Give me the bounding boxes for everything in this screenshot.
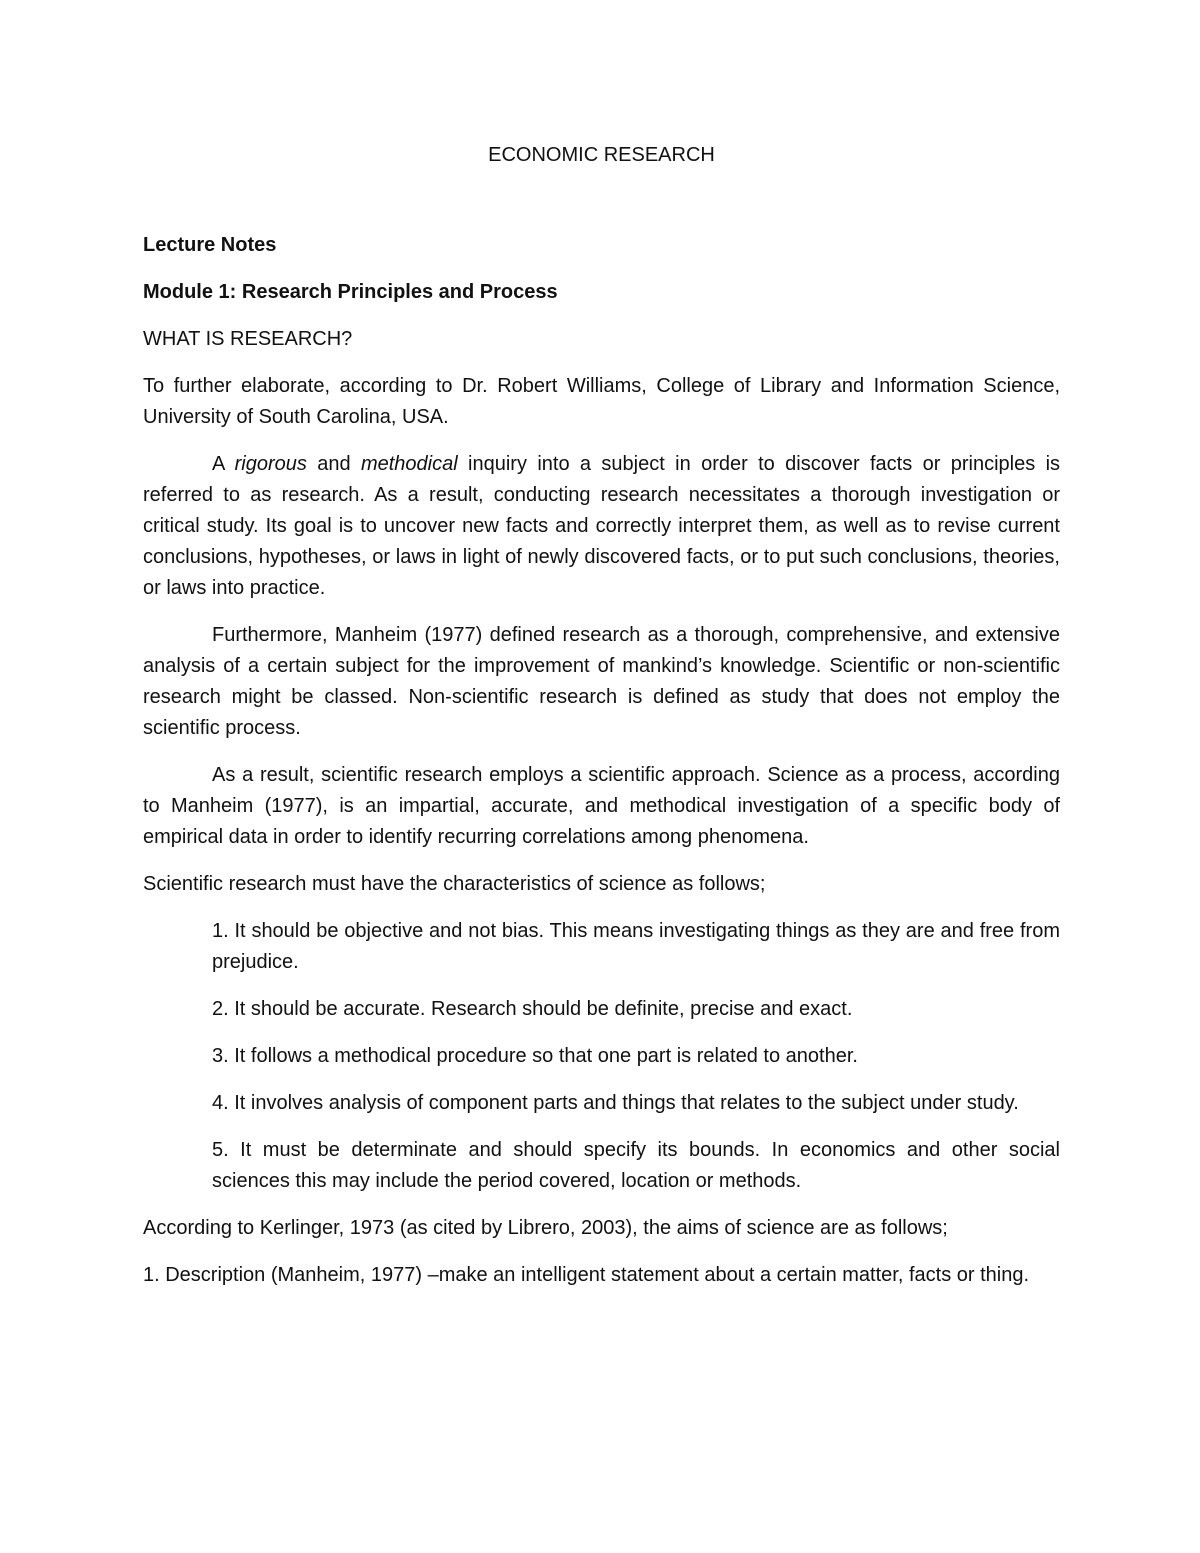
p1-methodical: methodical — [360, 453, 458, 475]
aim-item-1: 1. Description (Manheim, 1977) –make an intelligent statement about a certain matter, facts or thing. — [143, 1264, 1030, 1286]
characteristic-item-1: 1. It should be objective and not bias. This means investigating things as they are and free from prejudice. — [212, 920, 1060, 973]
aims-intro: According to Kerlinger, 1973 (as cited by Librero, 2003), the aims of science are as follows; — [143, 1217, 948, 1239]
document-page — [143, 140, 1060, 1307]
characteristic-item-4: 4. It involves analysis of component parts and things that relates to the subject under study. — [212, 1092, 1019, 1114]
lecture-label: Lecture Notes — [143, 234, 277, 256]
research-definition-paragraph — [143, 449, 1060, 604]
section-heading: WHAT IS RESEARCH? — [143, 328, 353, 350]
p1-word-a: A — [212, 453, 235, 475]
p1-rigorous: rigorous — [234, 453, 307, 475]
intro-paragraph: To further elaborate, according to Dr. Robert Williams, College of Library and Information Science, University of South Carolina, USA. — [143, 375, 1060, 428]
characteristic-item-3: 3. It follows a methodical procedure so that one part is related to another. — [212, 1045, 858, 1067]
characteristic-item-2: 2. It should be accurate. Research should be definite, precise and exact. — [212, 998, 853, 1020]
characteristic-item-5: 5. It must be determinate and should specify its bounds. In economics and other social sciences this may include the period covered, location or methods. — [212, 1139, 1060, 1192]
manheim-definition-paragraph: Furthermore, Manheim (1977) defined research as a thorough, comprehensive, and extensive analysis of a certain subject for the improvement of mankind’s knowledge. Scientific or non-scientific research might be classed. Non-scientific research is defined as study that does not employ the scientific process. — [143, 624, 1060, 739]
p1-word-and: and — [306, 453, 361, 475]
p1-rest: inquiry into a subject in order to discover facts or principles is referred to as research. As a result, conducting research necessitates a thorough investigation or critical study. Its goal is to uncover new facts and correctly interpret them, as well as to revise current conclusions, hypotheses, or laws in light of newly discovered facts, or to put such conclusions, theories, or laws into practice. — [143, 453, 1061, 599]
scientific-approach-paragraph: As a result, scientific research employs a scientific approach. Science as a process, according to Manheim (1977), is an impartial, accurate, and methodical investigation of a specific body of empirical data in order to identify recurring correlations among phenomena. — [143, 764, 1060, 848]
document-title: ECONOMIC RESEARCH — [488, 144, 715, 166]
module-title: Module 1: Research Principles and Process — [143, 281, 558, 303]
characteristics-intro: Scientific research must have the characteristics of science as follows; — [143, 873, 766, 895]
